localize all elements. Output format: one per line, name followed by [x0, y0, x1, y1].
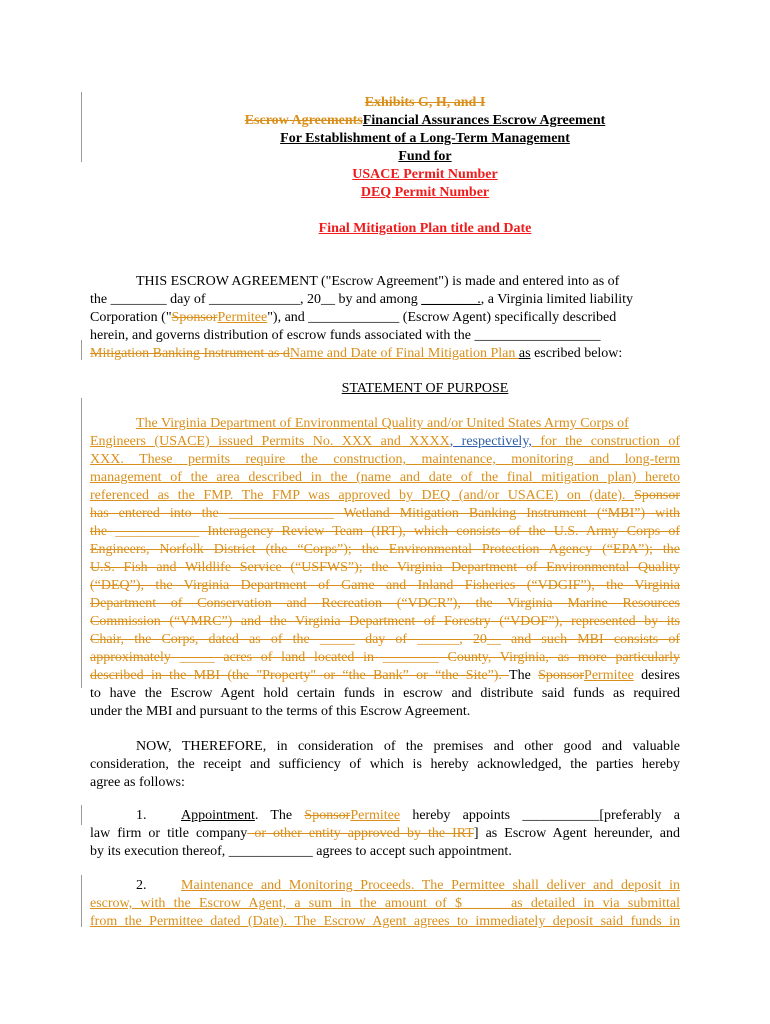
item-number: 2.: [136, 878, 147, 893]
section-heading: STATEMENT OF PURPOSE: [341, 381, 509, 396]
now-therefore-line: consideration, the receipt and sufficiency of which is hereby acknowledged, the parties hereby: [90, 757, 680, 772]
mitigation-plan-title: Final Mitigation Plan title and Date: [318, 221, 532, 236]
title-line-4: Fund for: [398, 149, 452, 164]
deq-permit-number: DEQ Permit Number: [360, 185, 490, 200]
purpose-line: Engineers (USACE) issued Permits No. XXX and XXXX, respectively, for the construction of: [90, 434, 681, 449]
purpose-line: referenced as the FMP. The FMP was approved by DEQ (and/or USACE) on (date). Sponsor: [90, 488, 680, 503]
item-1-line: by its execution thereof, ____________ agrees to accept such appointment.: [90, 844, 512, 859]
purpose-line: management of the area described in the (name and date of the final mitigation plan) hereto: [90, 470, 680, 485]
now-therefore-line: agree as follows:: [90, 775, 185, 790]
purpose-line-deleted: (“DEQ”), the Virginia Department of Game and Inland Fisheries (“VDGIF”), the Virginia: [90, 578, 680, 593]
purpose-line-deleted: approximately _____ acres of land located in ________ County, Virginia, as more particularly: [90, 650, 680, 665]
change-bar: [81, 805, 82, 825]
change-bar: [81, 875, 82, 927]
purpose-line-deleted: Chair, the Corps, dated as of the _____ day of ______, 20__ and such MBI consists of: [90, 632, 680, 647]
purpose-line-deleted: has entered into the _______________ Wetland Mitigation Banking Instrument (“MBI”) with: [90, 506, 680, 521]
now-therefore-line: NOW, THEREFORE, in consideration of the premises and other good and valuable: [136, 739, 680, 754]
purpose-line-deleted: Department of Conservation and Recreation (“VDCR”), the Virginia Marine Resources: [90, 596, 680, 611]
purpose-line: under the MBI and pursuant to the terms of this Escrow Agreement.: [90, 704, 471, 719]
intro-line: the ________ day of _____________, 20__ by and among ________., a Virginia limited liability: [90, 292, 634, 307]
intro-line: Mitigation Banking Instrument as dName and Date of Final Mitigation Plan as escribed below:: [90, 346, 623, 361]
title-line-3: For Establishment of a Long-Term Management: [280, 131, 570, 146]
intro-line: Corporation ("SponsorPermitee"), and _____________ (Escrow Agent) specifically described: [90, 310, 617, 325]
usace-permit-number: USACE Permit Number: [352, 167, 498, 182]
purpose-line: described in the MBI (the "Property" or “the Bank” or “the Site”). The SponsorPermitee desires: [90, 668, 680, 683]
purpose-line: XXX. These permits require the construction, maintenance, monitoring and long-term: [90, 452, 680, 467]
item-2-line: from the Permittee dated (Date). The Escrow Agent agrees to immediately deposit said funds in: [90, 914, 680, 929]
item-1-line: Appointment. The SponsorPermitee hereby appoints ___________[preferably a: [181, 808, 680, 823]
change-bar: [81, 398, 82, 688]
purpose-line-deleted: U.S. Fish and Wildlife Service (“USFWS”); the Virginia Department of Environmental Quality: [90, 560, 680, 575]
purpose-line: to have the Escrow Agent hold certain funds in escrow and distribute said funds as required: [90, 686, 680, 701]
item-1-line: law firm or title company or other entity approved by the IRT] as Escrow Agent hereunder, and: [90, 826, 680, 841]
item-number: 1.: [136, 808, 147, 823]
purpose-line: The Virginia Department of Environmental Quality and/or United States Army Corps of: [136, 416, 629, 431]
purpose-line-deleted: the ____________ Interagency Review Team (IRT), which consists of the U.S. Army Corps of: [90, 524, 680, 539]
item-2-line: escrow, with the Escrow Agent, a sum in the amount of $_______as detailed in via submittal: [90, 896, 680, 911]
purpose-line-deleted: Commission (“VMRC”) and the Virginia Department of Forestry (“VDOF”), represented by its: [90, 614, 680, 629]
intro-line: THIS ESCROW AGREEMENT ("Escrow Agreement") is made and entered into as of: [136, 274, 620, 289]
purpose-line-deleted: Engineers, Norfolk District (the “Corps”); the Environmental Protection Agency (“EPA”); the: [90, 542, 680, 557]
item-2-line: Maintenance and Monitoring Proceeds. The Permittee shall deliver and deposit in: [181, 878, 680, 893]
change-bar: [81, 92, 82, 162]
intro-line: herein, and governs distribution of escrow funds associated with the __________________: [90, 328, 601, 343]
change-bar: [81, 340, 82, 360]
exhibits-heading: Exhibits G, H, and I: [364, 95, 486, 110]
document-title: Escrow AgreementsFinancial Assurances Escrow Agreement: [244, 113, 606, 128]
